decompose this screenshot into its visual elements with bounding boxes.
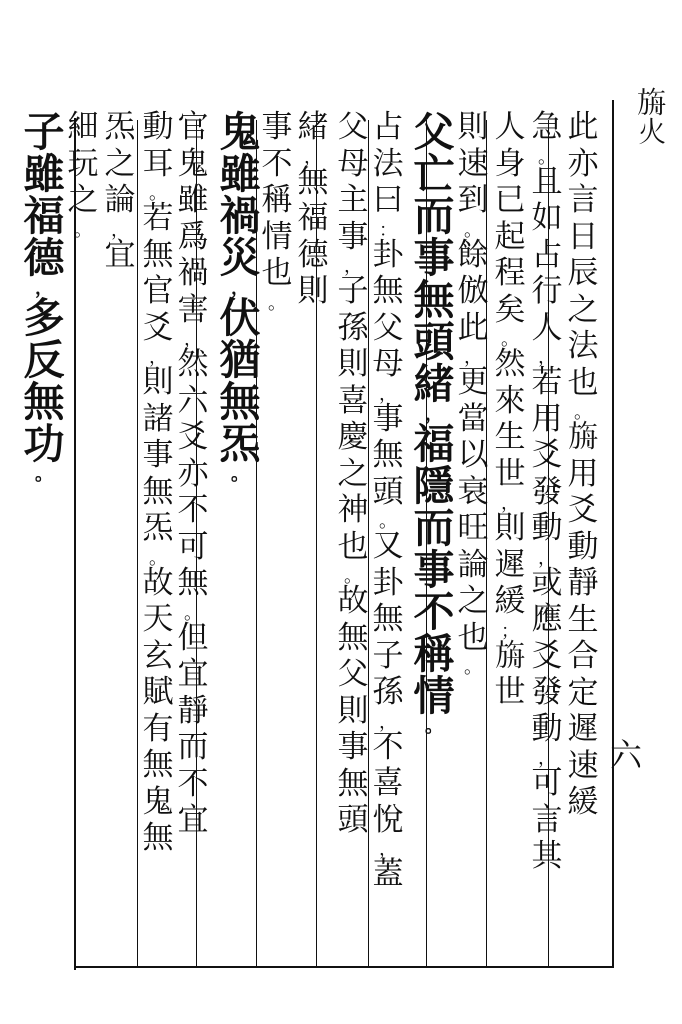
glyph: 玩 (67, 145, 99, 182)
glyph: 父 (337, 109, 369, 145)
glyph: 父 (413, 108, 455, 156)
glyph: 論 (104, 182, 136, 218)
main-text-column (218, 108, 262, 485)
glyph: ， (149, 347, 167, 368)
glyph: 官 (177, 109, 209, 145)
glyph: ； (501, 620, 519, 642)
glyph: 身 (494, 145, 526, 182)
glyph: 稱 (413, 630, 455, 678)
glyph: 雖 (219, 150, 261, 198)
glyph: 福 (23, 192, 65, 240)
glyph: 。 (425, 716, 443, 737)
glyph: 頭 (413, 318, 455, 366)
glyph: ， (425, 404, 443, 425)
glyph: 衰 (457, 473, 489, 510)
glyph: 然 (494, 346, 526, 382)
glyph: 緩 (567, 784, 599, 820)
glyph: ， (501, 493, 519, 514)
glyph: 爻 (177, 419, 209, 455)
glyph: 無 (337, 619, 369, 656)
glyph: 占 (531, 236, 563, 273)
glyph: ， (538, 547, 556, 569)
glyph: 餘 (457, 236, 489, 273)
main-text-column (412, 108, 456, 737)
glyph: 可 (177, 528, 209, 565)
frame-right-rule (612, 100, 614, 968)
glyph: 之 (104, 145, 136, 182)
glyph: 災 (219, 234, 261, 282)
glyph: 諸 (142, 400, 174, 437)
glyph: 。 (501, 329, 519, 350)
glyph: 亦 (567, 145, 599, 182)
glyph: 。 (149, 183, 167, 204)
glyph: 當 (457, 400, 489, 437)
glyph: 宜 (104, 236, 136, 273)
glyph: 若 (531, 364, 563, 400)
glyph: 卦 (372, 236, 404, 273)
glyph: 事 (372, 400, 404, 437)
glyph: ， (304, 146, 322, 168)
glyph: 宜 (177, 656, 209, 692)
glyph: 爻 (531, 437, 563, 473)
glyph: 占 (372, 109, 404, 145)
glyph: 動 (567, 528, 599, 565)
glyph: 雖 (177, 182, 209, 218)
glyph: 動 (531, 510, 563, 546)
glyph: 多 (23, 294, 65, 342)
glyph: 發 (531, 473, 563, 510)
glyph: 不 (177, 492, 209, 528)
glyph: 則 (457, 109, 489, 145)
glyph: ， (538, 748, 556, 769)
glyph: 無 (337, 765, 369, 802)
main-text-column (22, 108, 66, 485)
commentary-column (530, 109, 564, 878)
glyph: 則 (337, 692, 369, 729)
glyph: 無 (372, 273, 404, 309)
glyph: 程 (494, 255, 526, 291)
glyph: 其 (531, 838, 563, 874)
glyph: 主 (337, 182, 369, 218)
glyph: 行 (531, 273, 563, 309)
glyph: 父 (337, 656, 369, 692)
glyph: 法 (567, 328, 599, 364)
glyph: 不 (261, 145, 293, 182)
commentary-column (176, 109, 210, 842)
glyph: 則 (142, 364, 174, 400)
glyph: 。 (574, 402, 592, 423)
glyph: 緒 (413, 360, 455, 408)
glyph: 伏 (219, 294, 261, 342)
glyph: 福 (297, 200, 329, 236)
glyph: 然 (177, 346, 209, 382)
glyph: 以 (457, 437, 489, 473)
glyph: 速 (567, 747, 599, 784)
glyph: 言 (567, 182, 599, 218)
glyph: 用 (567, 455, 599, 492)
glyph: 禍 (219, 192, 261, 240)
frame-left-rule (74, 118, 76, 970)
glyph: 鬼 (177, 145, 209, 182)
glyph: 倣 (457, 273, 489, 309)
glyph: 。 (35, 464, 53, 485)
glyph: 不 (372, 728, 404, 765)
glyph: 德 (23, 234, 65, 282)
glyph: 故 (142, 564, 174, 601)
glyph: 合 (567, 638, 599, 674)
commentary-column (493, 109, 527, 714)
glyph: 喜 (337, 382, 369, 419)
glyph: 無 (219, 378, 261, 426)
glyph: 卦 (372, 564, 404, 601)
glyph: 。 (538, 146, 556, 168)
glyph: 官 (142, 273, 174, 309)
glyph: 賦 (142, 674, 174, 710)
glyph: 無 (142, 236, 174, 273)
glyph: 無 (142, 820, 174, 856)
glyph: 已 (494, 182, 526, 218)
glyph: 。 (464, 657, 482, 678)
glyph: 言 (531, 801, 563, 838)
glyph: 事 (413, 234, 455, 282)
commentary-column (336, 109, 370, 842)
glyph: 動 (142, 109, 174, 145)
glyph: ， (231, 278, 249, 299)
glyph: 速 (457, 145, 489, 182)
glyph: 頭 (337, 802, 369, 838)
glyph: 而 (177, 729, 209, 765)
glyph: 不 (413, 588, 455, 636)
glyph: 悅 (372, 801, 404, 838)
glyph: 父 (372, 309, 404, 346)
glyph: 無 (413, 276, 455, 324)
glyph: 六 (177, 382, 209, 419)
glyph: 用 (531, 400, 563, 437)
glyph: 曰 (372, 182, 404, 218)
glyph: 法 (372, 145, 404, 182)
glyph: ， (344, 256, 362, 277)
glyph: 而 (413, 504, 455, 552)
glyph: 雖 (23, 150, 65, 198)
glyph: 宜 (177, 802, 209, 838)
glyph: 無 (142, 747, 174, 783)
glyph: 日 (567, 218, 599, 255)
glyph: 𣃼 (494, 637, 526, 674)
glyph: 亡 (413, 150, 455, 198)
glyph: 則 (297, 273, 329, 309)
glyph: 。 (379, 511, 397, 532)
glyph: 生 (494, 419, 526, 455)
glyph: 可 (531, 765, 563, 801)
glyph: 遲 (567, 711, 599, 747)
glyph: 人 (494, 109, 526, 145)
glyph: ， (538, 347, 556, 368)
glyph: 爻 (567, 492, 599, 528)
glyph: 矣 (494, 291, 526, 328)
glyph: 害 (177, 291, 209, 328)
commentary-column (566, 109, 600, 824)
glyph: 頭 (372, 473, 404, 510)
glyph: 耳 (142, 145, 174, 182)
glyph: 細 (67, 109, 99, 145)
glyph: 則 (494, 510, 526, 546)
glyph: ， (464, 347, 482, 368)
glyph: ， (184, 329, 202, 350)
running-head: 𣃼火 (632, 86, 667, 146)
glyph: 若 (142, 200, 174, 236)
glyph: 神 (337, 492, 369, 528)
glyph: 慶 (337, 419, 369, 455)
glyph: 爲 (177, 218, 209, 255)
glyph: 則 (337, 346, 369, 382)
glyph: 功 (23, 420, 65, 468)
glyph: 禍 (177, 255, 209, 291)
glyph: 亦 (177, 455, 209, 492)
glyph: 。 (268, 292, 286, 314)
glyph: 。 (464, 219, 482, 241)
commentary-column (103, 109, 137, 276)
glyph: 更 (457, 364, 489, 400)
glyph: 到 (457, 182, 489, 218)
glyph: 但 (177, 619, 209, 656)
glyph: 母 (372, 346, 404, 382)
glyph: 發 (531, 674, 563, 710)
glyph: 之 (337, 455, 369, 492)
glyph: 也 (337, 528, 369, 565)
glyph: 炁 (219, 420, 261, 468)
glyph: 之 (67, 182, 99, 218)
glyph: 也 (567, 364, 599, 401)
glyph: 事 (337, 218, 369, 255)
glyph: 無 (297, 163, 329, 200)
folio-number: 六 (610, 736, 643, 774)
glyph: 反 (23, 336, 65, 384)
glyph: 。 (231, 464, 249, 485)
commentary-column (456, 109, 490, 678)
glyph: ， (379, 711, 397, 733)
glyph: 情 (261, 218, 293, 255)
glyph: 天 (142, 601, 174, 637)
glyph: 事 (261, 109, 293, 145)
glyph: 無 (372, 437, 404, 473)
glyph: 隱 (413, 462, 455, 510)
glyph: 德 (297, 236, 329, 273)
glyph: 。 (149, 547, 167, 569)
glyph: 緒 (297, 109, 329, 145)
glyph: 母 (337, 145, 369, 182)
glyph: 無 (372, 601, 404, 637)
glyph: 且 (531, 163, 563, 200)
glyph: ， (379, 383, 397, 405)
glyph: 有 (142, 710, 174, 747)
glyph: 爻 (142, 309, 174, 346)
glyph: 鬼 (142, 783, 174, 820)
glyph: 此 (567, 109, 599, 145)
glyph: 孫 (337, 309, 369, 346)
glyph: 𣃼 (567, 419, 599, 455)
glyph: 炁 (104, 109, 136, 145)
glyph: 爻 (531, 637, 563, 674)
glyph: 而 (413, 192, 455, 240)
glyph: 事 (142, 437, 174, 473)
glyph: 靜 (177, 692, 209, 729)
commentary-column (296, 109, 330, 313)
glyph: 。 (74, 219, 92, 241)
glyph: 無 (177, 565, 209, 601)
glyph: 蓋 (372, 856, 404, 892)
glyph: 。 (184, 602, 202, 624)
glyph: 鬼 (219, 108, 261, 156)
glyph: 起 (494, 218, 526, 255)
glyph: 之 (567, 291, 599, 328)
glyph: 。 (344, 566, 362, 587)
glyph: 子 (337, 273, 369, 309)
glyph: 福 (413, 420, 455, 468)
glyph: 急 (531, 109, 563, 145)
glyph: 來 (494, 382, 526, 419)
frame-bottom-rule (74, 966, 614, 968)
glyph: 情 (413, 672, 455, 720)
glyph: 動 (531, 710, 563, 747)
glyph: ， (111, 219, 129, 241)
glyph: 也 (457, 619, 489, 656)
glyph: 靜 (567, 565, 599, 601)
glyph: 喜 (372, 765, 404, 801)
glyph: 世 (494, 455, 526, 492)
glyph: 遲 (494, 546, 526, 583)
glyph: 也 (261, 255, 293, 291)
glyph: 無 (23, 378, 65, 426)
glyph: 事 (337, 729, 369, 765)
glyph: 子 (23, 108, 65, 156)
glyph: 故 (337, 583, 369, 619)
glyph: ： (379, 219, 397, 241)
glyph: 不 (177, 765, 209, 802)
commentary-column (66, 109, 100, 241)
column-rule (137, 120, 138, 966)
glyph: 生 (567, 601, 599, 638)
glyph: 旺 (457, 510, 489, 546)
glyph: 如 (531, 200, 563, 236)
glyph: 孫 (372, 674, 404, 710)
commentary-column (371, 109, 405, 896)
glyph: 猶 (219, 336, 261, 384)
glyph: 世 (494, 674, 526, 710)
glyph: 稱 (261, 182, 293, 218)
glyph: 辰 (567, 255, 599, 291)
glyph: 應 (531, 601, 563, 637)
glyph: 緩 (494, 583, 526, 619)
glyph: 無 (142, 473, 174, 510)
glyph: 定 (567, 674, 599, 711)
glyph: 玄 (142, 637, 174, 674)
glyph: ， (379, 839, 397, 860)
commentary-column (141, 109, 175, 860)
glyph: 此 (457, 309, 489, 346)
glyph: 炁 (142, 510, 174, 546)
glyph: 人 (531, 309, 563, 346)
commentary-column (260, 109, 294, 314)
glyph: 或 (531, 564, 563, 601)
glyph: 又 (372, 528, 404, 564)
glyph: 事 (413, 546, 455, 594)
glyph: 子 (372, 637, 404, 674)
glyph: ， (35, 278, 53, 299)
glyph: 論 (457, 546, 489, 583)
glyph: 之 (457, 583, 489, 619)
